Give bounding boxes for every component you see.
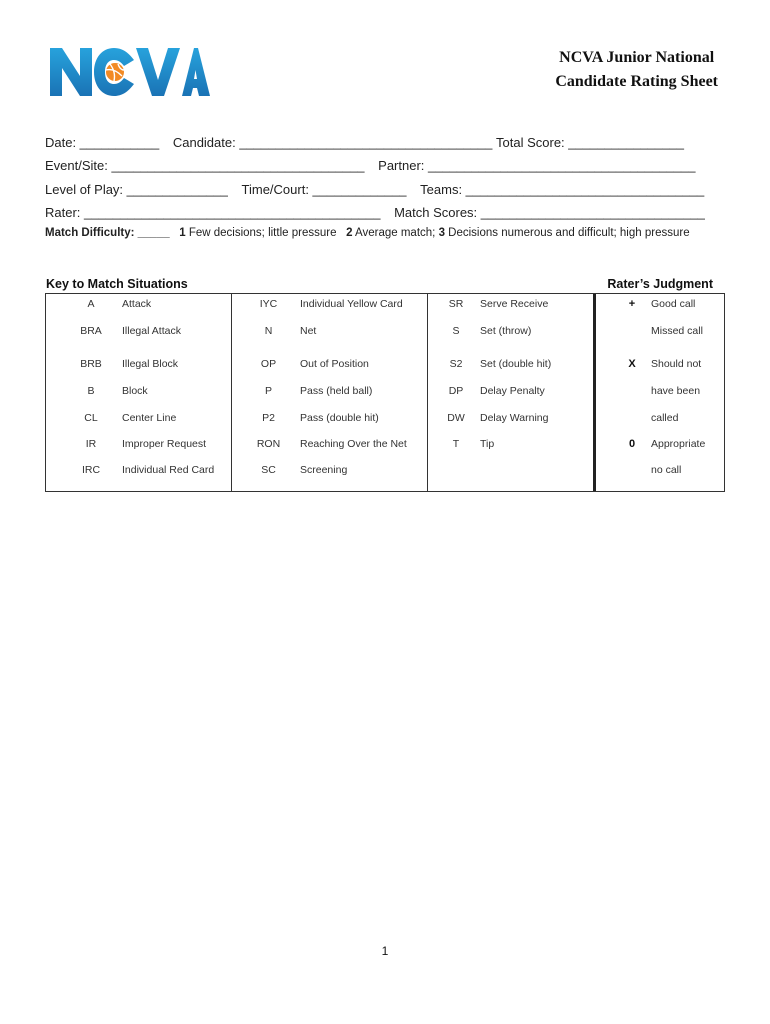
situation-code: A (87, 298, 95, 310)
situation-description: Block (122, 385, 148, 397)
page-number: 1 (381, 944, 389, 958)
date-field[interactable]: Date: ___________ (45, 135, 160, 150)
situation-code: T (452, 438, 460, 450)
situation-code: N (264, 325, 273, 337)
difficulty-2-num: 2 (346, 227, 353, 239)
situation-code: IR (85, 438, 97, 450)
candidate-field[interactable]: Candidate: ___________________________________ (172, 135, 493, 150)
situation-description: Pass (double hit) (300, 412, 379, 424)
match-difficulty (45, 227, 690, 239)
situation-description: Delay Penalty (480, 385, 545, 397)
situation-code: BRB (80, 358, 102, 370)
situation-code: BRA (80, 325, 102, 337)
situation-code: IRC (81, 464, 101, 476)
judgment-description: called (651, 412, 679, 424)
judgment-symbol: X (628, 358, 636, 370)
situation-description: Delay Warning (480, 412, 549, 424)
judgment-title: Rater’s Judgment (607, 277, 713, 291)
difficulty-1-num: 1 (179, 227, 186, 239)
difficulty-label[interactable]: Match Difficulty: _____ (45, 227, 170, 239)
form-row-2 (45, 158, 705, 173)
judgment-symbol: + (628, 298, 636, 310)
situation-code: RON (256, 438, 281, 450)
judgment-description: Missed call (651, 325, 703, 337)
document-title (555, 46, 718, 94)
situation-description: Individual Yellow Card (300, 298, 403, 310)
judgment-description: no call (651, 464, 682, 476)
title-line-1: NCVA Junior National (559, 49, 715, 66)
situation-code: S2 (449, 358, 463, 370)
level-of-play-field[interactable]: Level of Play: ______________ (45, 182, 228, 197)
situation-description: Set (double hit) (480, 358, 552, 370)
situation-code: P2 (262, 412, 275, 424)
situation-description: Illegal Block (122, 358, 179, 370)
situation-description: Set (throw) (480, 325, 532, 337)
situation-description: Improper Request (122, 438, 207, 450)
match-scores-field[interactable]: Match Scores: _______________________________ (394, 205, 705, 220)
situation-description: Pass (held ball) (300, 385, 373, 397)
situation-code: IYC (259, 298, 278, 310)
situation-description: Center Line (122, 412, 177, 424)
partner-field[interactable]: Partner: _____________________________________ (378, 158, 696, 173)
time-court-field[interactable]: Time/Court: _____________ (241, 182, 407, 197)
judgment-description: Good call (651, 298, 696, 310)
judgment-description: Should not (651, 358, 702, 370)
difficulty-3-num: 3 (438, 227, 445, 239)
situation-description: Out of Position (300, 358, 369, 370)
column-divider-judgment (593, 294, 596, 491)
difficulty-3-text: Decisions numerous and difficult; high pressure (444, 227, 690, 239)
column-divider (427, 294, 428, 491)
judgment-description: have been (651, 385, 701, 397)
situation-code: P (264, 385, 272, 397)
key-title: Key to Match Situations (46, 277, 188, 291)
difficulty-1-text: Few decisions; little pressure (185, 227, 337, 239)
volleyball-icon (106, 63, 124, 81)
situation-description: Attack (122, 298, 152, 310)
situation-description: Net (300, 325, 317, 337)
situation-code: OP (260, 358, 277, 370)
situation-description: Individual Red Card (122, 464, 215, 476)
rater-field[interactable]: Rater: _________________________________________ (45, 205, 381, 220)
situation-code: B (87, 385, 95, 397)
situation-code: SC (261, 464, 276, 476)
judgment-description: Appropriate (651, 438, 706, 450)
situation-description: Illegal Attack (122, 325, 181, 337)
situation-description: Reaching Over the Net (300, 438, 407, 450)
ncva-logo (48, 46, 210, 98)
difficulty-2-text: Average match; (352, 227, 436, 239)
situation-code: DP (448, 385, 464, 397)
situation-code: S (452, 325, 460, 337)
event-site-field[interactable]: Event/Site: ___________________________________ (45, 158, 365, 173)
situation-description: Screening (300, 464, 348, 476)
form-row-3 (45, 182, 705, 197)
form-row-4 (45, 205, 705, 220)
situation-code: CL (84, 412, 98, 424)
situation-description: Tip (480, 438, 495, 450)
total-score-field[interactable]: Total Score: ________________ (496, 135, 684, 150)
title-line-2: Candidate Rating Sheet (555, 73, 718, 90)
situation-code: SR (448, 298, 464, 310)
teams-field[interactable]: Teams: _________________________________ (420, 182, 705, 197)
situation-description: Serve Receive (480, 298, 549, 310)
judgment-symbol: 0 (628, 438, 636, 450)
situation-code: DW (447, 412, 465, 424)
form-row-1 (45, 135, 705, 150)
key-table (45, 293, 725, 492)
column-divider (231, 294, 232, 491)
